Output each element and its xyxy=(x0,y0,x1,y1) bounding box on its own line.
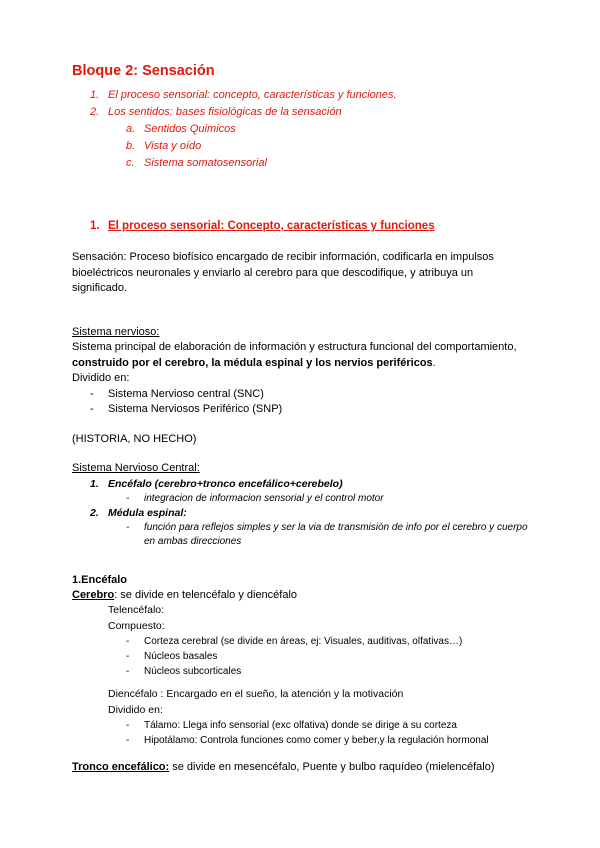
list-item xyxy=(126,634,530,649)
list-bullet: - xyxy=(126,735,130,746)
toc-subitem-letter: a. xyxy=(126,123,136,135)
text-bold: construido por el cerebro, la médula espinal y los nervios periféricos xyxy=(72,356,433,369)
list-item xyxy=(126,718,530,733)
dividido-label: Dividido en: xyxy=(108,703,163,716)
toc-subitem-text: Sentidos Quimicos xyxy=(144,123,236,135)
snc-list-item xyxy=(90,506,530,521)
list-bullet: - xyxy=(126,720,130,731)
list-bullet: - xyxy=(90,387,94,400)
compuesto-label: Compuesto: xyxy=(108,619,165,632)
section-heading-number: 1. xyxy=(90,220,100,232)
heading-encefalo: 1.Encéfalo xyxy=(72,573,128,586)
snc-item-title: Médula espinal: xyxy=(108,506,187,519)
snc-list-item xyxy=(90,477,530,492)
list-item xyxy=(126,733,530,748)
list-item-text: Hipotálamo: Controla funciones como comer y beber,y la regulación hormonal xyxy=(144,735,489,746)
list-bullet: - xyxy=(126,636,130,647)
doc-title: Bloque 2: Sensación xyxy=(72,63,215,79)
list-item-text: Corteza cerebral (se divide en áreas, ej: Visuales, auditivas, olfativas…) xyxy=(144,636,463,647)
diencefalo-line: Diencéfalo : Encargado en el sueño, la atención y la motivación xyxy=(108,688,404,700)
section-heading-text: El proceso sensorial: Concepto, características y funciones xyxy=(108,220,435,232)
text-regular: : se divide en telencéfalo y diencéfalo xyxy=(114,588,298,601)
toc-subitem-letter: c. xyxy=(126,157,135,169)
toc-item xyxy=(90,87,530,104)
snc-subitem-text: integracion de informacion sensorial y el control motor xyxy=(144,492,384,504)
toc-item-text: Los sentidos: bases fisiológicas de la sensación xyxy=(108,106,342,118)
toc-subitem xyxy=(126,121,530,138)
list-number: 2. xyxy=(90,506,99,519)
toc-subitem xyxy=(126,155,530,172)
list-item-text: Sistema Nervioso central (SNC) xyxy=(108,387,264,400)
list-item-text: Tálamo: Llega info sensorial (exc olfativa) donde se dirige a su corteza xyxy=(144,720,457,731)
list-bullet: - xyxy=(126,492,130,504)
paragraph-sistema-nervioso xyxy=(72,340,530,371)
list-bullet: - xyxy=(90,403,94,415)
list-bullet: - xyxy=(126,521,130,533)
paragraph-sensacion: Sensación: Proceso biofísico encargado de recibir información, codificarla en impulsos bioeléctricos neuronales y enviarlo al cerebro para que descodifique, y atribuya un significado. xyxy=(72,251,494,294)
toc-subitem-letter: b. xyxy=(126,140,136,152)
list-item xyxy=(126,664,530,679)
cerebro-line xyxy=(72,588,530,604)
snc-list-subitem xyxy=(126,521,530,549)
tronco-label: Tronco encefálico: xyxy=(72,761,170,773)
list-item-text: Sistema Nerviosos Periférico (SNP) xyxy=(108,403,283,415)
historia-note: (HISTORIA, NO HECHO) xyxy=(72,432,197,445)
tronco-line xyxy=(72,760,530,776)
toc-item xyxy=(90,104,530,121)
toc-item-number: 2. xyxy=(90,106,100,118)
list-item xyxy=(90,387,530,403)
text-regular: se divide en mesencéfalo, Puente y bulbo raquídeo (mielencéfalo) xyxy=(169,761,495,773)
heading-sistema-nervioso-central: Sistema Nervioso Central: xyxy=(72,462,200,474)
list-item xyxy=(126,649,530,664)
toc-subitem-text: Vista y oído xyxy=(144,140,202,152)
snc-item-title: Encéfalo (cerebro+tronco encefálico+cerebelo) xyxy=(108,477,343,490)
text-regular: Sistema principal de elaboración de información y estructura funcional del comportamiento, xyxy=(72,341,517,353)
section-heading xyxy=(90,218,530,234)
heading-sistema-nervioso: Sistema nervioso: xyxy=(72,325,160,338)
snc-subitem-text: función para reflejos simples y ser la via de transmisión de info por el cerebro y cuerpo en ambas direcciones xyxy=(144,521,528,547)
dividido-label: Dividido en: xyxy=(72,372,130,384)
telencefalo-label: Telencéfalo: xyxy=(108,604,165,616)
toc-item-number: 1. xyxy=(90,89,100,101)
list-bullet: - xyxy=(126,666,130,677)
text-regular: . xyxy=(432,356,436,369)
list-item-text: Núcleos subcorticales xyxy=(144,666,242,677)
list-item xyxy=(90,402,530,418)
list-bullet: - xyxy=(126,651,130,662)
list-number: 1. xyxy=(90,477,99,490)
toc-subitem xyxy=(126,138,530,155)
list-item-text: Núcleos basales xyxy=(144,651,218,662)
cerebro-label: Cerebro xyxy=(72,588,115,601)
snc-list-subitem xyxy=(126,492,530,506)
toc-subitem-text: Sistema somatosensorial xyxy=(144,157,267,169)
toc-item-text: El proceso sensorial: concepto, características y funciones. xyxy=(108,89,397,101)
